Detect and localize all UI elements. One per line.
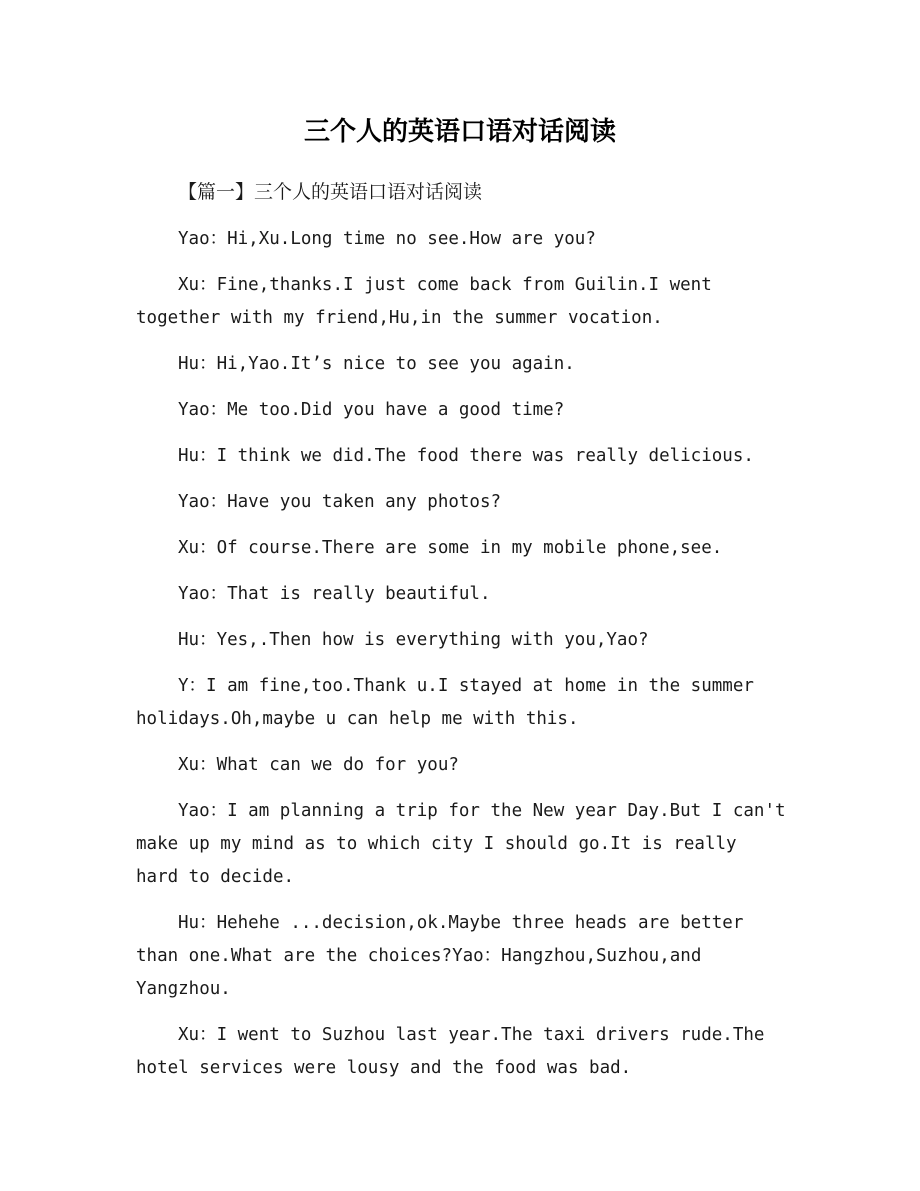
section-heading: 【篇一】三个人的英语口语对话阅读 xyxy=(178,181,483,203)
dialogue-line: Yao：Me too.Did you have a good time? xyxy=(178,400,565,420)
dialogue-line: Xu：Fine,thanks.I just come back from Guilin.I went together with my friend,Hu,in the summer vocation. xyxy=(136,275,712,328)
dialogue-line: Y：I am fine,too.Thank u.I stayed at home in the summer holidays.Oh,maybe u can help me with this. xyxy=(136,676,754,729)
dialogue-line: Yao：That is really beautiful. xyxy=(178,584,491,604)
dialogue-line: Yao：Have you taken any photos? xyxy=(178,492,502,512)
dialogue-line: Hu：Yes,.Then how is everything with you,Yao? xyxy=(178,630,649,650)
dialogue-line: Yao：I am planning a trip for the New year Day.But I can't make up my mind as to which city I should go.It is really hard to decide. xyxy=(136,801,786,887)
dialogue-line: Xu：What can we do for you? xyxy=(178,755,459,775)
dialogue-line: Hu：Hi,Yao.It’s nice to see you again. xyxy=(178,354,575,374)
dialogue-line: Xu：Of course.There are some in my mobile phone,see. xyxy=(178,538,723,558)
document-title: 三个人的英语口语对话阅读 xyxy=(303,117,616,147)
dialogue-line: Hu：Hehehe ...decision,ok.Maybe three heads are better than one.What are the choices?Yao：Hangzhou,Suzhou,and Yangzhou. xyxy=(136,913,744,999)
dialogue-line: Hu：I think we did.The food there was really delicious. xyxy=(178,446,754,466)
dialogue-line: Yao：Hi,Xu.Long time no see.How are you? xyxy=(178,229,596,249)
document-body xyxy=(136,176,786,1098)
dialogue-line: Xu：I went to Suzhou last year.The taxi drivers rude.The hotel services were lousy and the food was bad. xyxy=(136,1025,765,1078)
